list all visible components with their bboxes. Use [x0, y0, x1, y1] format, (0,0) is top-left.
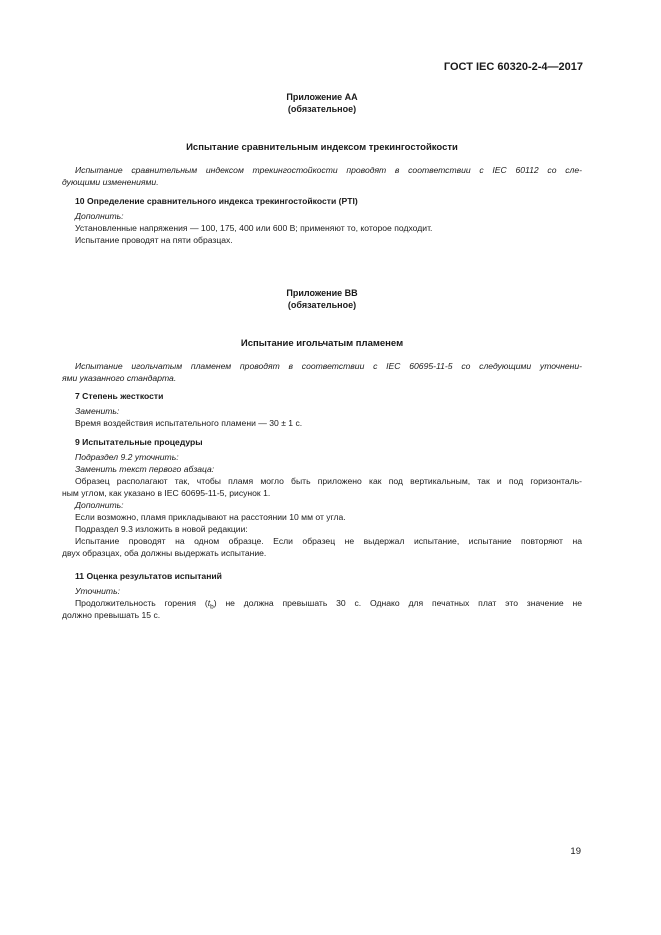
burning-time-symbol: t [207, 598, 211, 608]
annex-bb-heading-block [62, 337, 582, 350]
annex-bb-status: (обязательное) [287, 300, 357, 310]
annex-aa-heading: Испытание сравнительным индексом трекингостойкости [186, 142, 458, 153]
clause-10 [62, 195, 582, 207]
annex-bb-heading: Испытание игольчатым пламенем [240, 338, 404, 349]
page-number: 19 [570, 846, 581, 857]
clause-11-text-post: ) не должна превышать 30 с. Однако для печатных плат это значение не [213, 598, 582, 608]
clause-9-text2: Если возможно, пламя прикладывают на расстоянии 10 мм от угла. [75, 512, 346, 522]
clause-11 [62, 570, 582, 582]
annex-bb-title: Приложение BB [286, 288, 358, 298]
annex-aa-title: Приложение AA [286, 92, 358, 102]
clause-10-body [62, 210, 582, 246]
annex-aa-body [62, 164, 582, 188]
clause-9 [62, 436, 582, 448]
clause-7-heading: 7 Степень жесткости [75, 391, 164, 401]
clause-9-instruction1: Подраздел 9.2 уточнить: [75, 452, 179, 462]
annex-bb-intro-line2: ями указанного стандарта. [62, 373, 177, 383]
clause-11-text-line2: должно превышать 15 с. [62, 610, 161, 620]
burning-time-subscript: b [210, 603, 214, 611]
clause-9-body [62, 451, 582, 559]
clause-9-text1-line1: Образец располагают так, чтобы пламя могло быть приложено как под вертикальным, так и под горизонталь- [75, 476, 582, 486]
annex-aa-status: (обязательное) [287, 104, 357, 114]
annex-bb-body [62, 360, 582, 384]
clause-10-instruction: Дополнить: [75, 211, 124, 221]
clause-11-text-line1 [62, 597, 582, 609]
clause-11-heading: 11 Оценка результатов испытаний [75, 571, 222, 581]
clause-10-text2: Испытание проводят на пяти образцах. [75, 235, 233, 245]
clause-11-body [62, 585, 582, 621]
clause-9-text1-line2: ным углом, как указано в IEC 60695-11-5, рисунок 1. [62, 488, 271, 498]
clause-9-text4-line1: Испытание проводят на одном образце. Если образец не выдержал испытание, испытание повторяют на [75, 536, 582, 546]
clause-7-body [62, 405, 582, 429]
clause-7-instruction: Заменить: [75, 406, 120, 416]
clause-7 [62, 390, 582, 402]
annex-bb-intro-line1: Испытание игольчатым пламенем проводят в соответствии с IEC 60695-11-5 со следующими уточнени- [75, 361, 582, 371]
standard-designation: ГОСТ IEC 60320-2-4—2017 [443, 61, 583, 73]
annex-bb-title-block [62, 287, 582, 311]
clause-9-text3: Подраздел 9.3 изложить в новой редакции: [75, 524, 248, 534]
annex-aa-intro-line1: Испытание сравнительным индексом трекингостойкости проводят в соответствии с IEC 60112 со сле- [75, 165, 582, 175]
clause-9-instruction2: Заменить текст первого абзаца: [75, 464, 215, 474]
annex-aa-intro-line2: дующими изменениями. [62, 177, 159, 187]
clause-10-heading: 10 Определение сравнительного индекса трекингостойкости (PTI) [75, 196, 358, 206]
clause-9-instruction3: Дополнить: [75, 500, 124, 510]
clause-7-text: Время воздействия испытательного пламени — 30 ± 1 с. [75, 418, 303, 428]
clause-11-instruction: Уточнить: [75, 586, 120, 596]
clause-9-heading: 9 Испытательные процедуры [75, 437, 203, 447]
clause-9-text4-line2: двух образцах, оба должны выдержать испытание. [62, 548, 267, 558]
clause-11-text-pre: Продолжительность горения ( [75, 598, 208, 608]
clause-10-text1: Установленные напряжения — 100, 175, 400 или 600 В; применяют то, которое подходит. [75, 223, 433, 233]
annex-aa-title-block [62, 91, 582, 115]
annex-aa-heading-block [62, 141, 582, 154]
